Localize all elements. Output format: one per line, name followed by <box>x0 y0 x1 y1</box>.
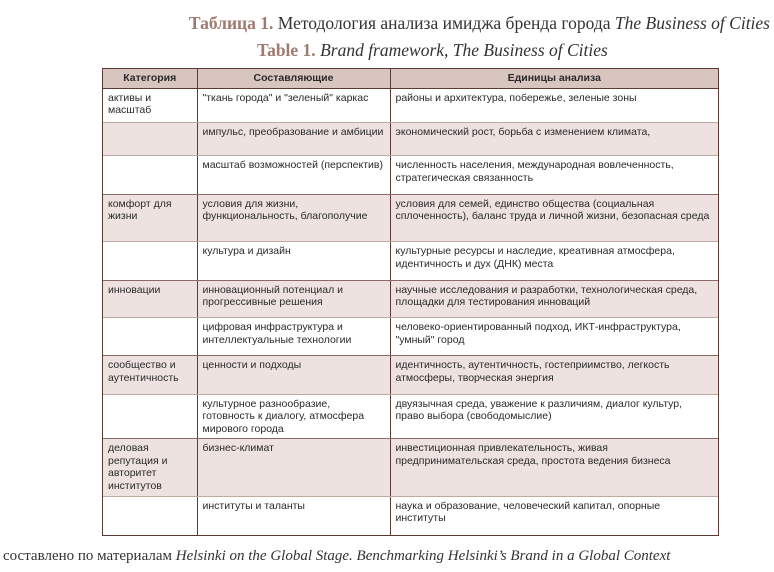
cell-units: районы и архитектура, побережье, зеленые зоны <box>390 88 718 122</box>
table-row <box>103 394 718 438</box>
cell-category: комфорт для жизни <box>103 194 197 242</box>
cell-component: культура и дизайн <box>197 242 390 280</box>
cell-units: идентичность, аутентичность, гостеприимство, легкость атмосферы, творческая энергия <box>390 356 718 394</box>
source-footnote <box>3 546 670 566</box>
cell-units: культурные ресурсы и наследие, креативная атмосфера, идентичность и дух (ДНК) места <box>390 242 718 280</box>
cell-category: инновации <box>103 280 197 317</box>
header-row <box>103 69 718 88</box>
cell-component: бизнес-климат <box>197 439 390 497</box>
cell-component: ценности и подходы <box>197 356 390 394</box>
table-row <box>103 194 718 242</box>
cell-component: "ткань города" и "зеленый" каркас <box>197 88 390 122</box>
cell-component: инновационный потенциал и прогрессивные решения <box>197 280 390 317</box>
table-row <box>103 88 718 122</box>
table-row <box>103 496 718 535</box>
table-row <box>103 242 718 280</box>
table-caption-en <box>0 39 774 61</box>
table-row <box>103 356 718 394</box>
cell-category <box>103 242 197 280</box>
cell-component: институты и таланты <box>197 496 390 535</box>
cell-component: импульс, преобразование и амбиции <box>197 122 390 155</box>
table-header <box>103 69 718 88</box>
cell-category: деловая репутация и авторитет институтов <box>103 439 197 497</box>
cell-component: условия для жизни, функциональность, благополучие <box>197 194 390 242</box>
cell-category <box>103 122 197 155</box>
header-units: Единицы анализа <box>390 69 718 88</box>
cell-component: культурное разнообразие, готовность к диалогу, атмосфера мирового города <box>197 394 390 438</box>
cell-component: цифровая инфраструктура и интеллектуальные технологии <box>197 318 390 356</box>
footnote-source: Helsinki on the Global Stage. Benchmarking Helsinki’s Brand in a Global Context <box>175 548 671 564</box>
cell-category <box>103 156 197 194</box>
header-components: Составляющие <box>197 69 390 88</box>
brand-framework-table <box>102 68 719 536</box>
table-caption-ru <box>0 12 774 34</box>
table-body <box>103 88 718 535</box>
cell-units: научные исследования и разработки, технологическая среда, площадки для тестирования инноваций <box>390 280 718 317</box>
cell-units: инвестиционная привлекательность, живая предпринимательская среда, простота ведения бизнеса <box>390 439 718 497</box>
caption-en-text: Brand framework, The Business of Cities <box>320 40 608 60</box>
cell-category: активы и масштаб <box>103 88 197 122</box>
caption-en-label: Table 1. <box>257 40 316 60</box>
cell-units: экономический рост, борьба с изменением климата, <box>390 122 718 155</box>
table-row <box>103 439 718 497</box>
caption-ru-label: Таблица 1. <box>188 13 274 33</box>
cell-units: наука и образование, человеческий капитал, опорные институты <box>395 499 661 525</box>
table-row <box>103 122 718 155</box>
table-row <box>103 280 718 317</box>
cell-component: масштаб возможностей (перспектив) <box>197 156 390 194</box>
caption-ru-text: Методология анализа имиджа бренда города <box>277 13 611 33</box>
cell-units: человеко-ориентированный подход, ИКТ-инфраструктура, "умный" город <box>390 318 718 356</box>
header-category: Категория <box>103 69 197 88</box>
cell-units: условия для семей, единство общества (социальная сплоченность), баланс труда и личной жизни, безопасная среда <box>390 194 718 242</box>
table <box>103 69 718 535</box>
cell-category: сообщество и аутентичность <box>103 356 197 394</box>
footnote-prefix: составлено по материалам <box>3 548 172 564</box>
caption-ru-source: The Business of Cities <box>614 13 770 33</box>
cell-category <box>103 394 197 438</box>
table-row <box>103 156 718 194</box>
cell-category <box>103 496 197 535</box>
cell-units: численность населения, международная вовлеченность, стратегическая связанность <box>390 156 718 194</box>
table-row <box>103 318 718 356</box>
cell-category <box>103 318 197 356</box>
cell-units: двуязычная среда, уважение к различиям, диалог культур, право выбора (свободомыслие) <box>390 394 718 438</box>
